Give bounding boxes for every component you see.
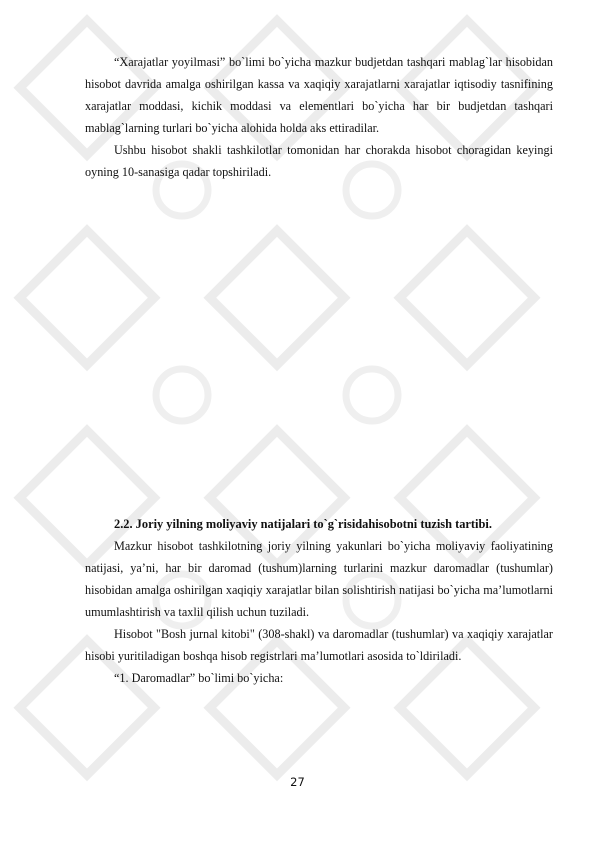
paragraph-report-basis: Hisobot "Bosh jurnal kitobi" (308-shakl) va daromadlar (tushumlar) va xaqiqiy xarajatlar hisobi yuritiladigan boshqa hisob registrlari ma’lumotlari asosida to`ldiriladi. bbox=[85, 627, 553, 663]
top-text-block bbox=[85, 51, 553, 183]
section-heading: 2.2. Joriy yilning moliyaviy natijalari to`g`risidahisobotni tuzish tartibi. bbox=[114, 517, 492, 531]
paragraph-report-purpose: Mazkur hisobot tashkilotning joriy yilning yakunlari bo`yicha moliyaviy faoliyatining natijasi, ya’ni, har bir daromad (tushum)larning turlarini mazkur daromadlar (tushumlar) hisobidan amalga oshirilgan xaqiqiy xarajatlar bilan solishtirish natijasi bo`yicha ma’lumotlarni umumlashtirish va taxlil qilish uchun tuziladi. bbox=[85, 539, 553, 619]
paragraph-expenses-section: “Xarajatlar yoyilmasi” bo`limi bo`yicha mazkur budjetdan tashqari mablag`lar hisobidan hisobot davrida amalga oshirilgan kassa va xaqiqiy xarajatlarni xarajatlar iqtisodiy tasnifining xarajatlar moddasi, kichik moddasi va elementlari bo`yicha har bir budjetdan tashqari mablag`larning turlari bo`yicha alohida holda aks ettiradilar. bbox=[85, 55, 553, 135]
paragraph-submission-deadline: Ushbu hisobot shakli tashkilotlar tomonidan har chorakda hisobot choragidan keyingi oyning 10-sanasiga qadar topshiriladi. bbox=[85, 143, 553, 179]
paragraph-income-section: “1. Daromadlar” bo`limi bo`yicha: bbox=[114, 671, 284, 685]
section-block bbox=[85, 513, 553, 689]
page-number: 27 bbox=[290, 775, 305, 789]
